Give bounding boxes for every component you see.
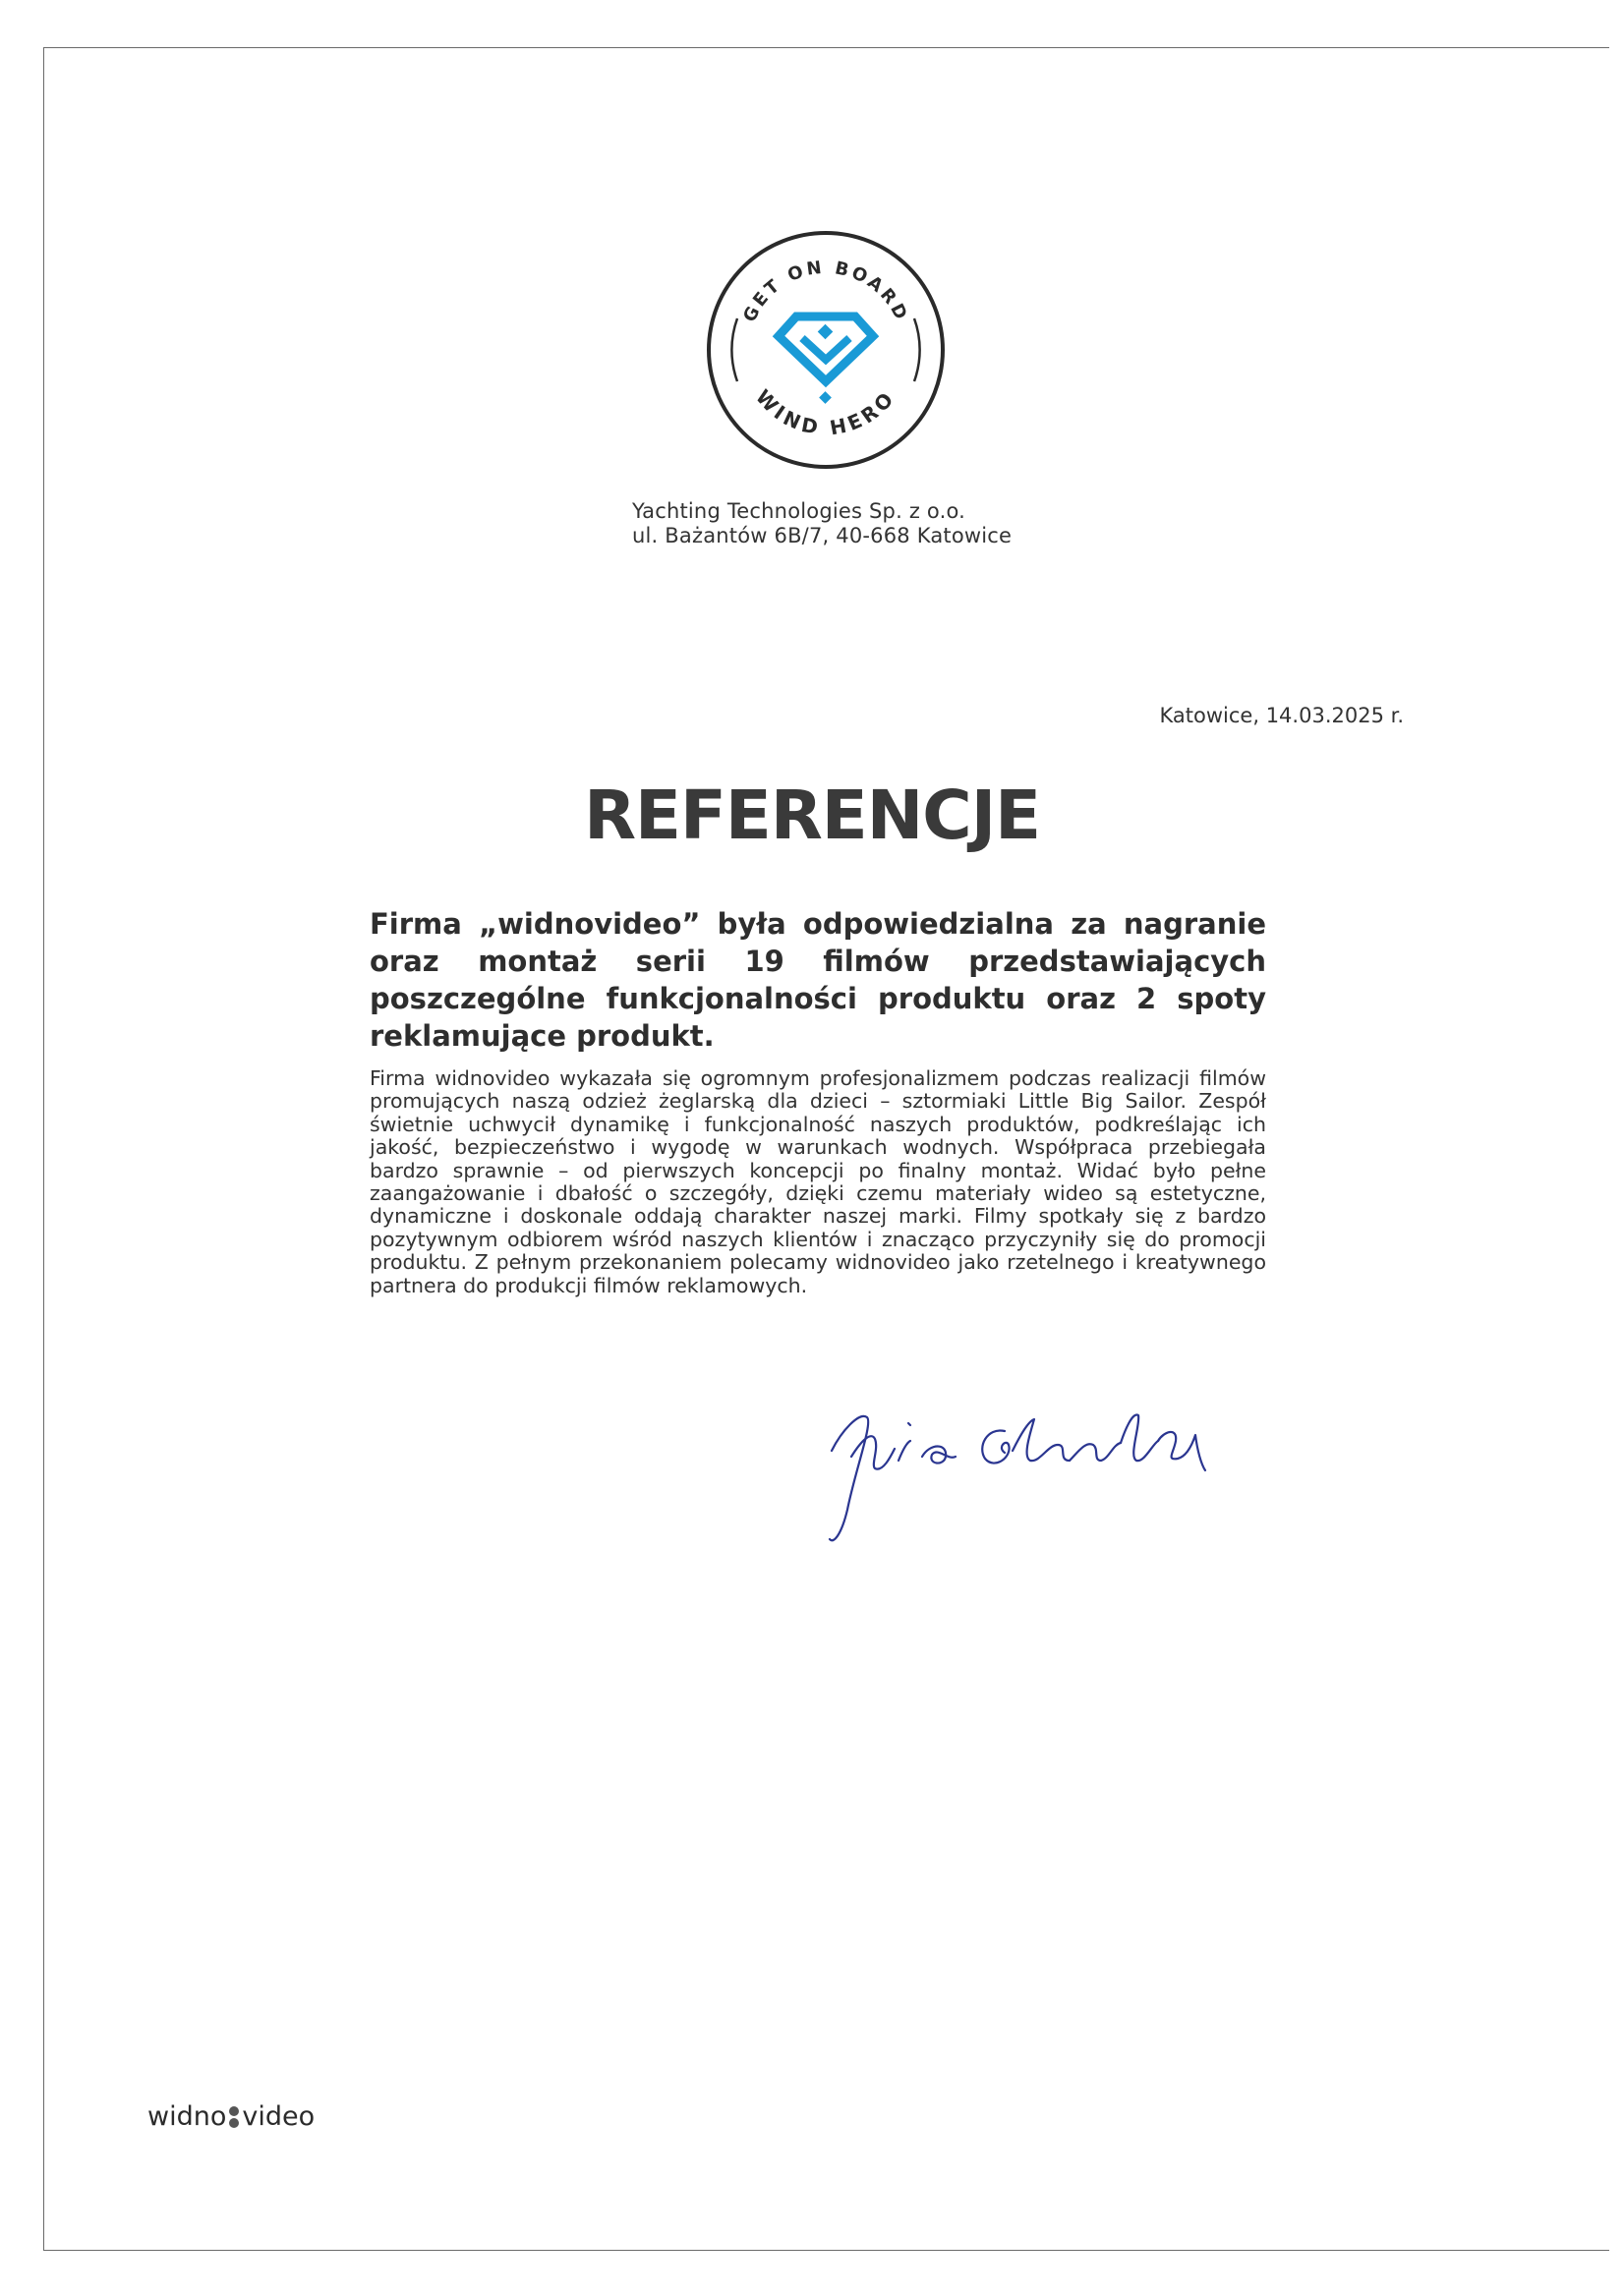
logo-dot-bottom (819, 391, 832, 404)
company-address: ul. Bażantów 6B/7, 40-668 Katowice (632, 524, 1013, 547)
company-name: Yachting Technologies Sp. z o.o. (632, 499, 966, 523)
logo-dot-top (818, 324, 834, 340)
wind-hero-logo (704, 228, 948, 472)
footer-brand-logo (147, 2101, 315, 2132)
logo-bottom-text: WIND HERO (751, 384, 900, 440)
document-title: REFERENCJE (584, 776, 1040, 855)
logo-top-text: GET ON BOARD (739, 257, 912, 326)
footer-brand-left: widno (147, 2101, 227, 2132)
footer-brand-right: video (242, 2101, 316, 2132)
document-date: Katowice, 14.03.2025 r. (1159, 704, 1404, 727)
lead-paragraph: Firma „widnovideo” była odpowiedzialna za nagranie oraz montaż serii 19 filmów przedstawiających poszczególne funkcjonalności produktu oraz 2 spoty reklamujące produkt. (370, 907, 1266, 1053)
company-address-block (632, 499, 1124, 548)
body-paragraph: Firma widnovideo wykazała się ogromnym profesjonalizmem podczas realizacji filmów promujących naszą odzież żeglarską dla dzieci – sztormiaki Little Big Sailor. Zespół świetnie uchwycił dynamikę i funkcjonalność naszych produktów, podkreślając ich jakość, bezpieczeństwo i wygodę w warunkach wodnych. Współpraca przebiegała bardzo sprawnie – od pierwszych koncepcji po finalny montaż. Widać było pełne zaangażowanie i dbałość o szczegóły, dzięki czemu materiały wideo są estetyczne, dynamiczne i doskonale oddają charakter naszej marki. Filmy spotkały się z bardzo pozytywnym odbiorem wśród naszych klientów i znacząco przyczyniły się do promocji produktu. Z pełnym przekonaniem polecamy widnovideo jako rzetelnego i kreatywnego partnera do produkcji filmów reklamowych. (370, 1066, 1266, 1297)
handwritten-signature (812, 1362, 1245, 1549)
brand-dots-icon (229, 2106, 239, 2128)
